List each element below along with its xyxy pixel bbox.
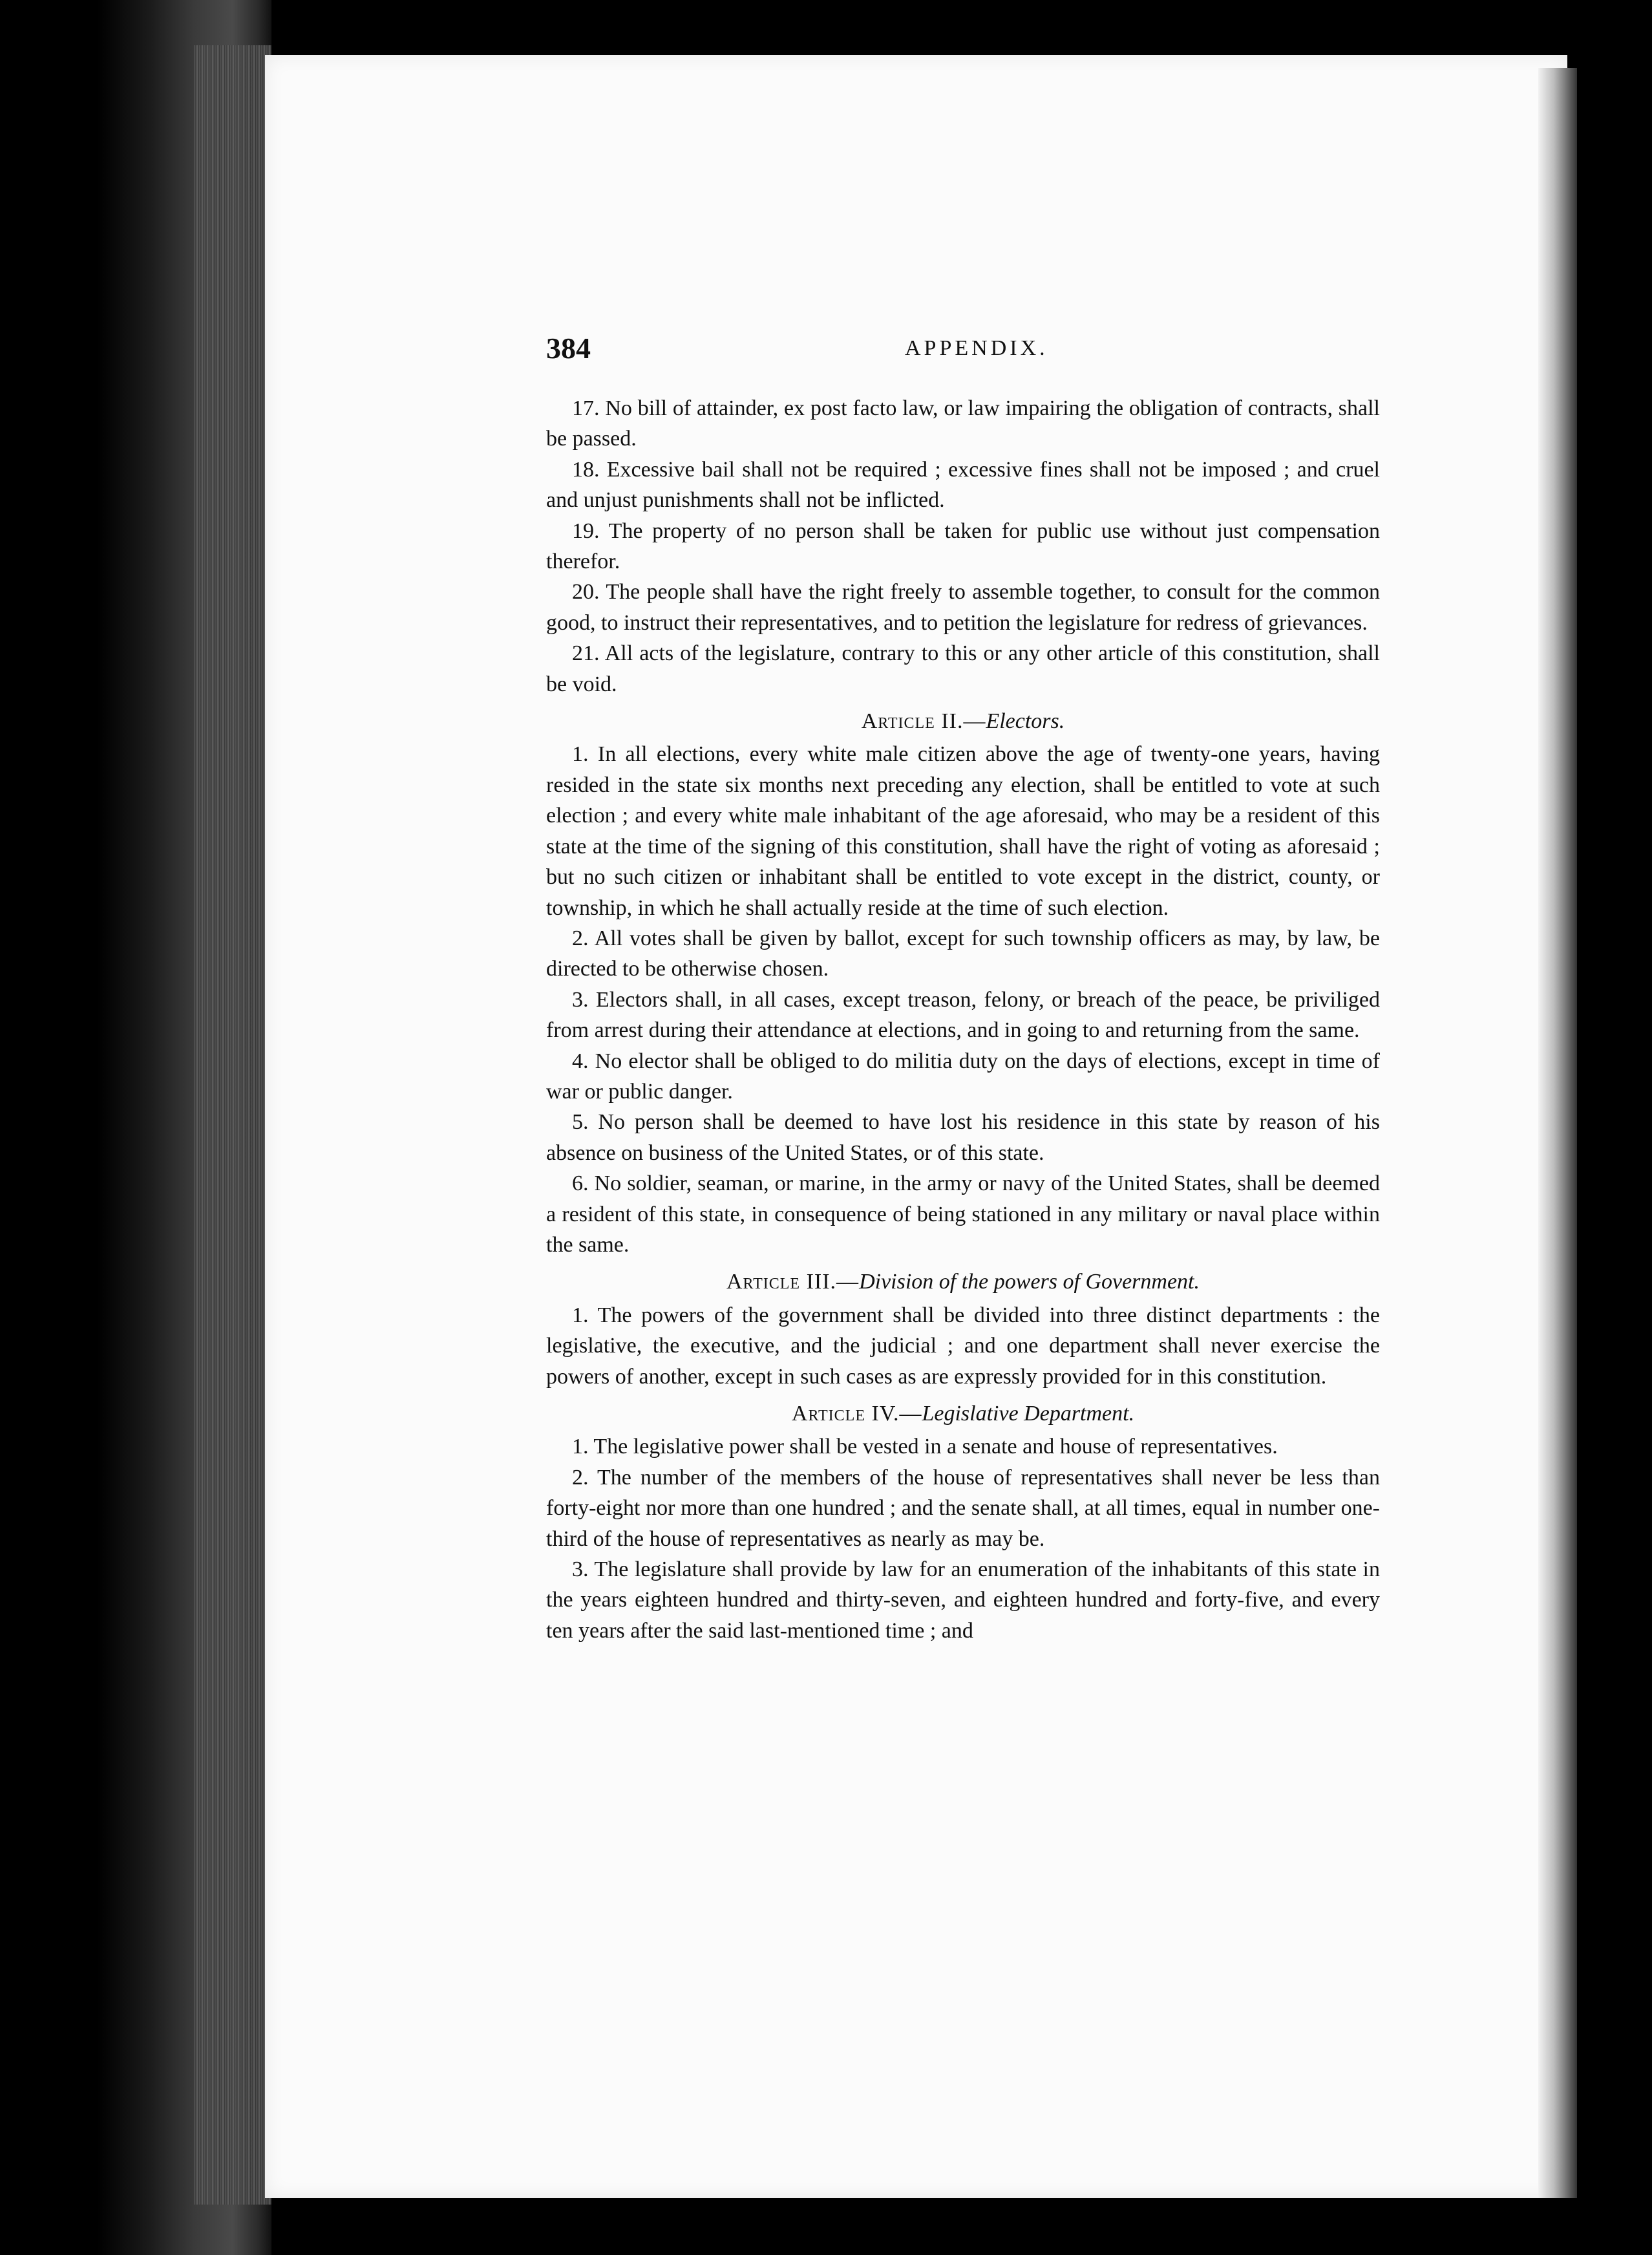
article-3-heading: [546, 1266, 1380, 1297]
article-2-section-3: 3. Electors shall, in all cases, except treason, felony, or breach of the peace, be priviliged from arrest during their attendance at elections, and in going to and returning from the same.: [546, 987, 1380, 1043]
running-head: APPENDIX.: [905, 336, 1048, 360]
paragraph-19: 19. The property of no person shall be taken for public use without just compensation therefor.: [546, 518, 1380, 574]
article-2-section-4: 4. No elector shall be obliged to do militia duty on the days of elections, except in time of war or public danger.: [546, 1049, 1380, 1104]
article-2-section-2: 2. All votes shall be given by ballot, except for such township officers as may, by law, be directed to be otherwise chosen.: [546, 926, 1380, 981]
article-4-section-2: 2. The number of the members of the house of representatives shall never be less than forty-eight nor more than one hundred ; and the senate shall, at all times, equal in number one-third of the house of representatives as nearly as may be.: [546, 1465, 1380, 1551]
article-2-title: Electors.: [986, 709, 1065, 734]
article-2-section-6: 6. No soldier, seaman, or marine, in the army or navy of the United States, shall be deemed a resident of this state, in consequence of being stationed in any military or naval place within the same.: [546, 1171, 1380, 1257]
article-3-section-1: 1. The powers of the government shall be divided into three distinct departments : the legislative, the executive, and the judicial ; and one department shall never exercise the powers of another, except in such cases as are expressly provided for in this constitution.: [546, 1303, 1380, 1389]
paragraph-21: 21. All acts of the legislature, contrary to this or any other article of this constitution, shall be void.: [546, 641, 1380, 696]
article-4-section-3: 3. The legislature shall provide by law for an enumeration of the inhabitants of this state in the years eighteen hundred and thirty-seven, and eighteen hundred and forty-five, and every ten years after the said last-mentioned time ; and: [546, 1557, 1380, 1643]
article-4-section-1: 1. The legislative power shall be vested in a senate and house of representatives.: [572, 1435, 1278, 1459]
article-3-title: Division of the powers of Government.: [859, 1270, 1200, 1294]
article-4-heading: [546, 1398, 1380, 1429]
body-text: [546, 393, 1380, 1646]
page-header: [546, 331, 1380, 370]
page-edges: [194, 45, 271, 2205]
scan-background: [1577, 0, 1652, 2255]
paragraph-18: 18. Excessive bail shall not be required ; excessive fines shall not be imposed ; and cruel and unjust punishments shall not be inflicted.: [546, 457, 1380, 513]
paragraph-20: 20. The people shall have the right freely to assemble together, to consult for the common good, to instruct their representatives, and to petition the legislature for redress of grievances.: [546, 580, 1380, 635]
article-2-section-5: 5. No person shall be deemed to have lost his residence in this state by reason of his absence on business of the United States, or of this state.: [546, 1110, 1380, 1165]
page-number: 384: [546, 332, 591, 365]
article-3-label: Article III.—: [726, 1270, 860, 1294]
article-2-label: Article II.—: [861, 709, 986, 734]
article-4-label: Article IV.—: [791, 1402, 922, 1426]
paragraph-17: 17. No bill of attainder, ex post facto law, or law impairing the obligation of contracts, shall be passed.: [546, 396, 1380, 451]
gutter-shadow: [1538, 68, 1577, 2198]
article-4-title: Legislative Department.: [922, 1402, 1135, 1426]
article-2-heading: [546, 706, 1380, 736]
article-2-section-1: 1. In all elections, every white male citizen above the age of twenty-one years, having resided in the state six months next preceding any election, shall be entitled to vote at such election ; and every white male inhabitant of the age aforesaid, who may be a resident of this state at the time of the signing of this constitution, shall have the right of voting as aforesaid ; but no such citizen or inhabitant shall be entitled to vote except in the district, county, or township, in which he shall actually reside at the time of such election.: [546, 742, 1380, 920]
